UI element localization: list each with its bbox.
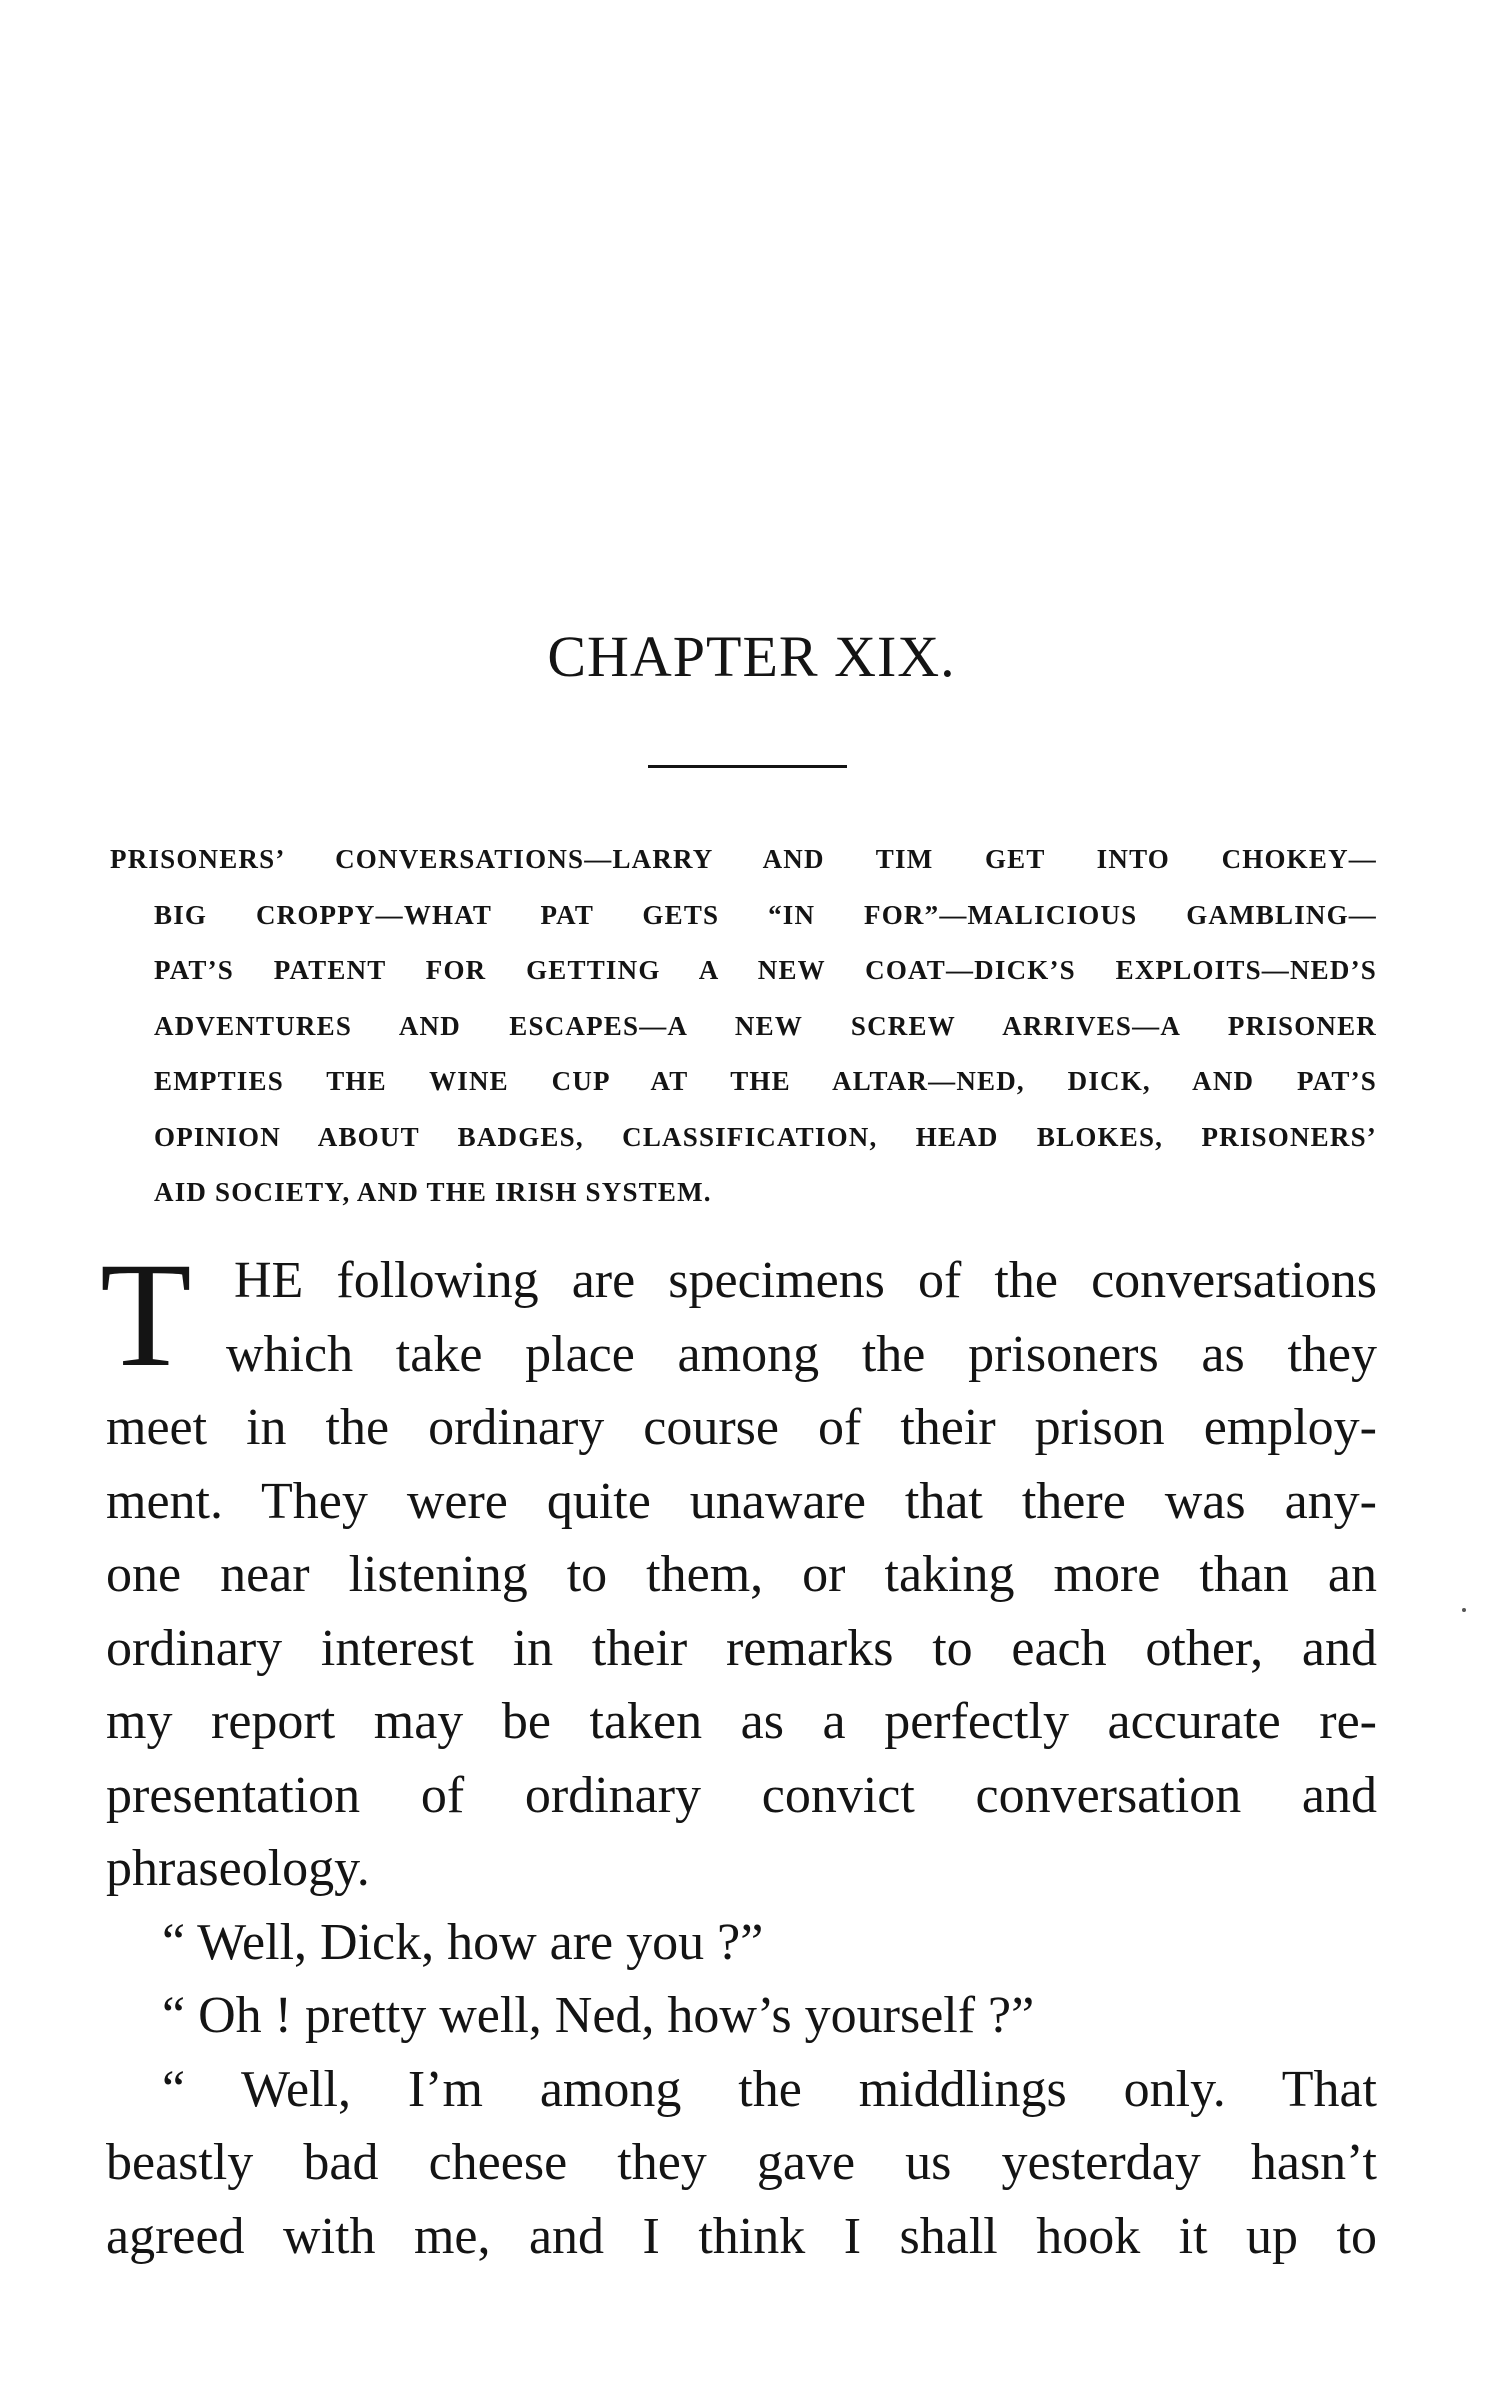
drop-cap: T	[100, 1232, 192, 1398]
synopsis-line: ADVENTURES AND ESCAPES—A NEW SCREW ARRIVES—A PRISONER	[154, 1010, 1377, 1041]
synopsis-line: PRISONERS’ CONVERSATIONS—LARRY AND TIM GET INTO CHOKEY—	[110, 844, 1377, 874]
synopsis-line: AID SOCIETY, AND THE IRISH SYSTEM.	[154, 1177, 712, 1207]
body-line: my report may be taken as a perfectly accurate re-	[106, 1693, 1377, 1750]
body-line: ordinary interest in their remarks to each other, and	[106, 1619, 1377, 1677]
body-line: which take place among the prisoners as they	[226, 1325, 1377, 1383]
chapter-title: CHAPTER XIX.	[547, 624, 956, 689]
body-line: presentation of ordinary convict conversation and	[106, 1766, 1377, 1824]
title-rule	[648, 765, 847, 768]
body-line: agreed with me, and I think I shall hook it up to	[106, 2207, 1377, 2265]
chapter-synopsis	[110, 832, 1377, 1221]
dialogue-line: “ Well, Dick, how are you ?”	[162, 1913, 764, 1971]
body-line: ment. They were quite unaware that there was any-	[106, 1472, 1377, 1530]
print-speck	[1462, 1608, 1466, 1612]
synopsis-line: EMPTIES THE WINE CUP AT THE ALTAR—NED, DICK, AND PAT’S	[154, 1066, 1377, 1096]
body-line: beastly bad cheese they gave us yesterday hasn’t	[106, 2134, 1377, 2191]
dialogue-line: “ Oh ! pretty well, Ned, how’s yourself ?”	[162, 1987, 1035, 2044]
body-line: one near listening to them, or taking more than an	[106, 1546, 1377, 1603]
body-line-text: HE following are specimens of the conversations	[234, 1252, 1377, 1309]
dialogue-line: “ Well, I’m among the middlings only. That	[162, 2060, 1377, 2118]
body-line: meet in the ordinary course of their prison employ-	[106, 1399, 1377, 1456]
body-line: phraseology.	[106, 1840, 370, 1897]
body-text	[100, 1232, 1377, 2273]
synopsis-line: BIG CROPPY—WHAT PAT GETS “IN FOR”—MALICIOUS GAMBLING—	[154, 899, 1377, 930]
synopsis-line: OPINION ABOUT BADGES, CLASSIFICATION, HEAD BLOKES, PRISONERS’	[154, 1121, 1377, 1152]
synopsis-line: PAT’S PATENT FOR GETTING A NEW COAT—DICK’S EXPLOITS—NED’S	[154, 955, 1377, 985]
